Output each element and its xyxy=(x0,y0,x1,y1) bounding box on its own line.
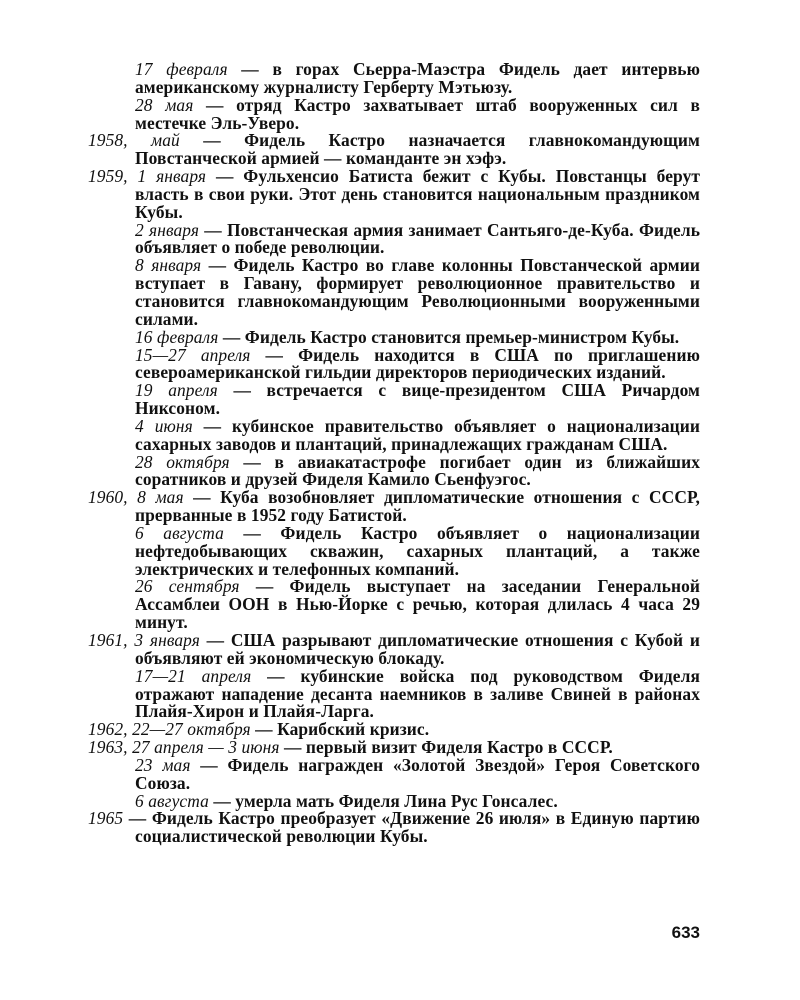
entry-text: — встречается с вице-президентом США Ричардом Никсоном. xyxy=(135,380,700,419)
chronology-entry xyxy=(88,94,700,133)
entry-text: — США разрывают дипломатические отношения с Кубой и объявляют ей экономическую блокаду. xyxy=(135,630,700,668)
entry-text: — Фидель Кастро во главе колонны Повстанческой армии вступает в Гавану, формирует революционное правительство и становится главнокомандующим Революционными вооруженными силами. xyxy=(135,255,700,329)
entry-text: — Фидель Кастро назначается главнокомандующим Повстанческой армией — команданте эн хэфэ. xyxy=(135,130,700,169)
entry-text: — кубинское правительство объявляет о национализации сахарных заводов и плантаций, принадлежащих гражданам США. xyxy=(135,415,701,454)
chronology-list xyxy=(88,61,700,846)
entry-date: 23 мая xyxy=(135,754,191,775)
entry-date: 1963, 27 апреля — 3 июня xyxy=(88,737,280,758)
entry-date: 6 августа xyxy=(135,790,209,811)
entry-date: 28 октября xyxy=(135,451,230,472)
chronology-year-entry xyxy=(88,632,700,668)
chronology-entry xyxy=(88,382,700,418)
page-number: 633 xyxy=(671,923,700,942)
entry-date: 15—27 апреля xyxy=(135,344,251,365)
entry-date: 1959, 1 января xyxy=(88,166,207,187)
entry-text: — Фидель находится в США по приглашению североамериканской гильдии директоров периодических изданий. xyxy=(135,344,700,383)
entry-date: 1961, 3 января xyxy=(88,630,200,650)
chronology-entry xyxy=(88,219,701,258)
entry-date: 17 февраля xyxy=(135,59,228,79)
entry-text: — Фидель награжден «Золотой Звездой» Героя Советского Союза. xyxy=(135,754,701,793)
entry-text: — кубинские войска под руководством Фиделя отражают нападение десанта наемников в заливе Свиней в районах Плайя-Хирон и Плайя-Ларга. xyxy=(135,665,700,722)
entry-date: 6 августа xyxy=(135,522,224,543)
chronology-year-entry xyxy=(88,489,700,525)
entry-text: — Куба возобновляет дипломатические отношения с СССР, прерванные в 1952 году Батистой. xyxy=(135,487,700,526)
chronology-entry xyxy=(88,61,700,97)
entry-date: 1962, 22—27 октября xyxy=(88,719,251,740)
chronology-entry xyxy=(88,754,701,793)
entry-text: — первый визит Фиделя Кастро в СССР. xyxy=(279,737,613,758)
chronology-entry xyxy=(88,522,700,579)
chronology-year-entry xyxy=(88,810,700,846)
entry-text: — Фидель Кастро объявляет о национализации нефтедобывающих скважин, сахарных плантаций, а также электрических и телефонных компаний. xyxy=(135,522,700,579)
chronology-entry xyxy=(88,344,700,383)
entry-date: 4 июня xyxy=(135,415,193,436)
chronology-year-entry xyxy=(88,132,700,168)
entry-text: — умерла мать Фиделя Лина Рус Гонсалес. xyxy=(208,790,558,811)
entry-text: — Карибский кризис. xyxy=(250,719,430,740)
chronology-entry xyxy=(88,257,700,328)
entry-date: 19 апреля xyxy=(135,380,218,401)
entry-text: — в авиакатастрофе погибает один из ближайших соратников и друзей Фиделя Камило Сьенфуэгос. xyxy=(135,451,700,490)
chronology-year-entry xyxy=(88,168,700,222)
entry-text: — Повстанческая армия занимает Сантьяго-де-Куба. Фидель объявляет о победе революции. xyxy=(135,219,701,258)
chronology-entry xyxy=(88,415,701,454)
entry-text: — отряд Кастро захватывает штаб вооруженных сил в местечке Эль-Уверо. xyxy=(135,94,700,133)
entry-text: — Фидель Кастро преобразует «Движение 26 июля» в Единую партию социалистической революции Кубы. xyxy=(123,808,700,847)
entry-text: — Фульхенсио Батиста бежит с Кубы. Повстанцы берут власть в свои руки. Этот день становится национальным праздником Кубы. xyxy=(135,166,701,222)
entry-date: 16 февраля xyxy=(135,326,219,347)
entry-date: 2 января xyxy=(135,219,200,240)
chronology-entry xyxy=(88,665,700,722)
entry-text: — Фидель Кастро становится премьер-министром Кубы. xyxy=(218,326,680,347)
entry-text: — Фидель выступает на заседании Генеральной Ассамблеи ООН в Нью-Йорке с речью, которая длилась 4 часа 29 минут. xyxy=(135,576,700,633)
entry-date: 26 сентября xyxy=(135,576,240,597)
chronology-entry xyxy=(88,578,700,632)
entry-date: 1958, май xyxy=(88,130,180,151)
entry-text: — в горах Сьерра-Маэстра Фидель дает интервью американскому журналисту Герберту Мэтьюзу. xyxy=(135,59,700,97)
entry-date: 17—21 апреля xyxy=(135,665,252,686)
entry-date: 1965 xyxy=(88,808,124,829)
entry-date: 1960, 8 мая xyxy=(88,487,184,508)
entry-date: 8 января xyxy=(135,255,202,276)
chronology-entry xyxy=(88,451,700,490)
entry-date: 28 мая xyxy=(135,94,194,115)
